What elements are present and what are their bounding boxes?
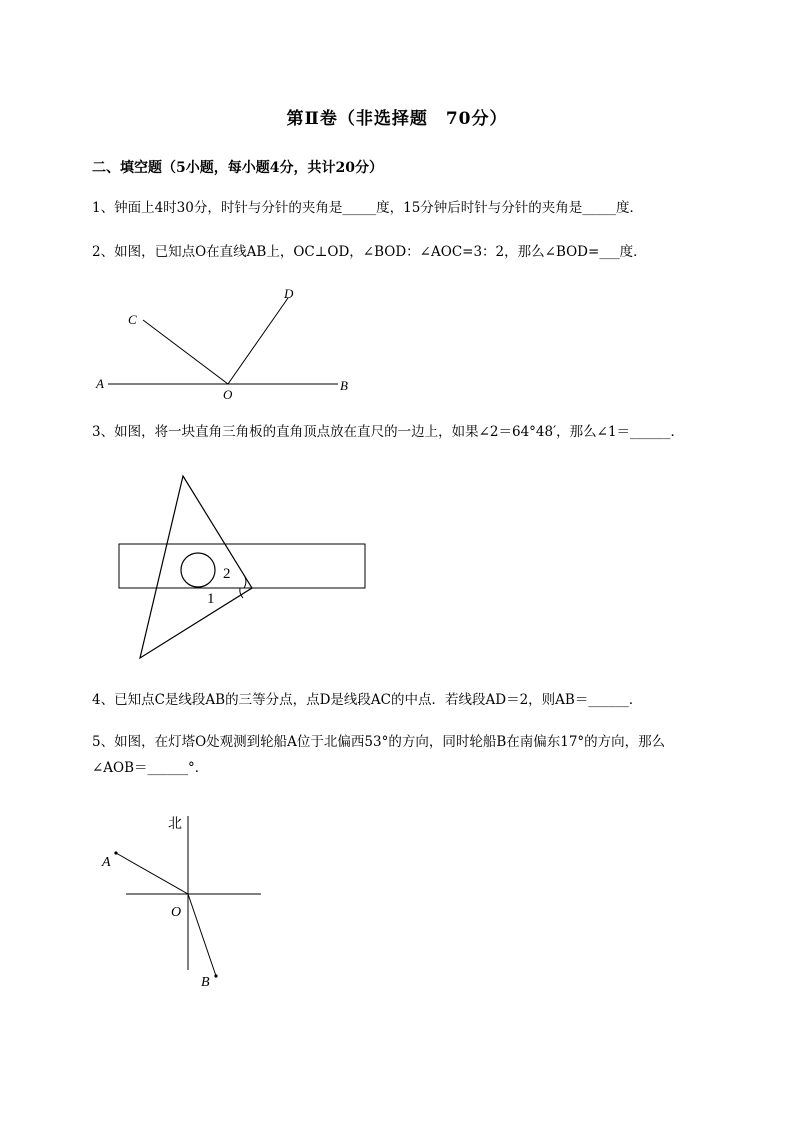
point-a: [114, 851, 117, 854]
question-2: 2、如图，已知点O在直线AB上，OC⊥OD，∠BOD：∠AOC=3：2，那么∠BOD=___度．: [92, 244, 647, 260]
question-5-line-1: 5、如图，在灯塔O处观测到轮船A位于北偏西53°的方向，同时轮船B在南偏东17°的方向，那么: [92, 734, 666, 750]
label-c: C: [128, 312, 137, 327]
label-ship-b: B: [201, 975, 210, 990]
label-a: A: [96, 376, 104, 391]
point-b: [214, 974, 217, 977]
ray-od: [228, 298, 288, 384]
question-1: 1、钟面上4时30分，时针与分针的夹角是_____度，15分钟后时针与分针的夹角是_____度．: [92, 200, 644, 216]
ray-oa: [116, 853, 188, 894]
label-angle-2: 2: [223, 566, 231, 582]
label-angle-1: 1: [207, 591, 215, 607]
part-title: 第Ⅱ卷（非选择题 70分）: [286, 109, 508, 129]
angle-1-arc: [240, 588, 243, 598]
label-b: B: [340, 378, 348, 393]
label-north: 北: [168, 817, 182, 832]
label-ship-a: A: [102, 855, 111, 870]
label-o: O: [223, 387, 233, 402]
section-heading: 二、填空题（5小题，每小题4分，共计20分）: [92, 160, 383, 176]
ray-ob: [188, 894, 216, 976]
question-4: 4、已知点C是线段AB的三等分点，点D是线段AC的中点．若线段AD＝2，则AB＝______．: [92, 692, 643, 708]
ruler: [119, 544, 365, 588]
question-5-line-2: ∠AOB＝______°．: [92, 760, 209, 776]
ray-oc: [143, 320, 228, 384]
label-lighthouse-o: O: [171, 905, 182, 920]
figure-ruler-triangle: [110, 470, 380, 670]
question-3: 3、如图，将一块直角三角板的直角顶点放在直尺的一边上，如果∠2＝64°48′，那么∠1＝______．: [92, 424, 685, 440]
figure-compass: [95, 808, 275, 993]
label-d: D: [284, 286, 294, 301]
figure-angle-aob: [90, 282, 360, 402]
